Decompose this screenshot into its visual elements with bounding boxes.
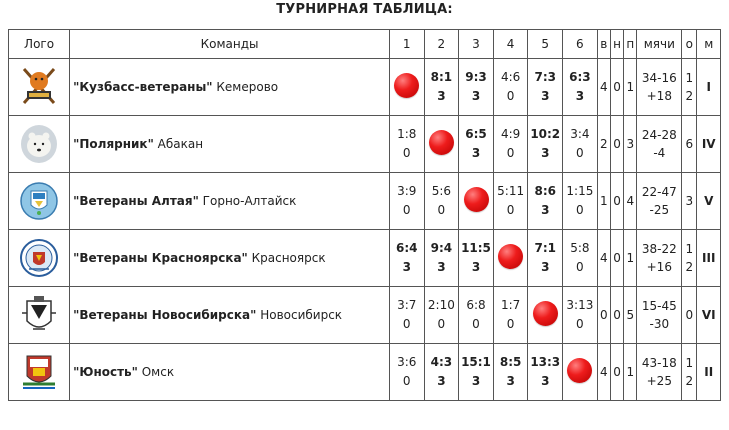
score-cell <box>528 116 563 173</box>
score: 6:5 <box>465 127 487 141</box>
score-cell <box>424 287 459 344</box>
header-points: о <box>682 30 697 59</box>
goals-cell <box>637 116 682 173</box>
score-points: 3 <box>541 146 550 160</box>
score-points: 3 <box>437 89 446 103</box>
score: 1:7 <box>500 298 521 312</box>
table-row <box>9 116 721 173</box>
points-part: 3 <box>685 194 694 208</box>
goals-for-against: 24-28 <box>641 128 677 142</box>
goals-for-against: 43-18 <box>641 356 677 370</box>
score-cell <box>493 344 528 401</box>
table-row <box>9 344 721 401</box>
standings-table <box>8 29 721 401</box>
header-col-5: 5 <box>528 30 563 59</box>
score-cell <box>563 230 598 287</box>
team-cell <box>70 344 390 401</box>
points-cell <box>682 173 697 230</box>
points-part: 2 <box>685 374 694 388</box>
score-cell <box>563 173 598 230</box>
header-place: м <box>697 30 721 59</box>
team-city: Омск <box>141 365 175 379</box>
losses-cell: 1 <box>624 59 637 116</box>
goals-cell <box>637 173 682 230</box>
header-col-3: 3 <box>459 30 494 59</box>
polar-bear-logo-icon <box>19 122 59 166</box>
team-name: "Кузбасс-ветераны" <box>73 80 213 94</box>
score-points: 0 <box>402 374 411 388</box>
score-cell <box>493 59 528 116</box>
score: 3:13 <box>566 298 594 312</box>
red-ball-icon <box>464 187 489 212</box>
score-cell <box>493 287 528 344</box>
score: 5:8 <box>570 241 590 255</box>
team-city: Красноярск <box>251 251 326 265</box>
wins-cell: 4 <box>597 344 610 401</box>
score: 4:3 <box>430 355 453 369</box>
points-part: 1 <box>685 242 694 256</box>
losses-cell: 1 <box>624 230 637 287</box>
wins-cell: 4 <box>597 59 610 116</box>
altai-emblem-icon <box>19 179 59 223</box>
score-cell <box>389 230 424 287</box>
score-cell <box>389 173 424 230</box>
draws-cell: 0 <box>610 173 623 230</box>
place-cell: VI <box>697 287 721 344</box>
score: 9:4 <box>430 241 453 255</box>
score-cell <box>528 344 563 401</box>
score-cell <box>459 116 494 173</box>
table-row <box>9 59 721 116</box>
team-cell <box>70 59 390 116</box>
draws-cell: 0 <box>610 230 623 287</box>
place-cell: I <box>697 59 721 116</box>
score-points: 0 <box>506 317 515 331</box>
score-points: 3 <box>471 374 481 388</box>
logo-cell <box>9 116 70 173</box>
logo-cell <box>9 173 70 230</box>
points-cell <box>682 59 697 116</box>
score-points: 3 <box>506 374 515 388</box>
header-row <box>9 30 721 59</box>
score-cell <box>424 59 459 116</box>
header-logo: Лого <box>9 30 70 59</box>
losses-cell: 1 <box>624 344 637 401</box>
score-cell <box>424 344 459 401</box>
score: 3:7 <box>397 298 417 312</box>
score: 6:8 <box>466 298 486 312</box>
red-ball-icon <box>533 301 558 326</box>
table-row <box>9 173 721 230</box>
draws-cell: 0 <box>610 287 623 344</box>
wins-cell: 2 <box>597 116 610 173</box>
score-points: 0 <box>506 89 515 103</box>
goals-for-against: 15-45 <box>641 299 677 313</box>
header-goals: мячи <box>637 30 682 59</box>
goal-difference: -25 <box>649 203 670 217</box>
score-cell <box>459 344 494 401</box>
points-part: 6 <box>685 137 694 151</box>
score: 6:3 <box>569 70 591 84</box>
goals-for-against: 22-47 <box>641 185 677 199</box>
table-row <box>9 230 721 287</box>
header-teams: Команды <box>70 30 390 59</box>
score-points: 3 <box>541 374 550 388</box>
score-points: 0 <box>402 317 411 331</box>
score: 5:11 <box>497 184 525 198</box>
score-points: 3 <box>541 89 550 103</box>
score-cell-self <box>563 344 598 401</box>
score-cell <box>459 287 494 344</box>
wins-cell: 0 <box>597 287 610 344</box>
goal-difference: +18 <box>646 89 672 103</box>
points-part: 2 <box>685 89 694 103</box>
score: 9:3 <box>465 70 487 84</box>
points-cell <box>682 344 697 401</box>
score: 3:6 <box>397 355 417 369</box>
score-cell-self <box>493 230 528 287</box>
score-cell <box>528 173 563 230</box>
points-part: 1 <box>685 71 694 85</box>
header-wins: в <box>597 30 610 59</box>
score-cell <box>493 173 528 230</box>
score-cell-self <box>424 116 459 173</box>
goals-cell <box>637 287 682 344</box>
team-name: "Ветераны Красноярска" <box>73 251 248 265</box>
score-cell <box>389 344 424 401</box>
score-cell <box>563 59 598 116</box>
score-cell-self <box>389 59 424 116</box>
score: 7:1 <box>534 241 556 255</box>
points-cell <box>682 287 697 344</box>
score-cell <box>389 287 424 344</box>
goals-cell <box>637 59 682 116</box>
logo-cell <box>9 287 70 344</box>
score: 3:9 <box>397 184 417 198</box>
goal-difference: -4 <box>653 146 666 160</box>
losses-cell: 5 <box>624 287 637 344</box>
score-points: 0 <box>506 203 515 217</box>
score-points: 3 <box>437 260 446 274</box>
goals-cell <box>637 230 682 287</box>
team-cell <box>70 287 390 344</box>
header-col-2: 2 <box>424 30 459 59</box>
points-part: 0 <box>685 308 694 322</box>
points-cell <box>682 230 697 287</box>
losses-cell: 4 <box>624 173 637 230</box>
score: 5:6 <box>431 184 452 198</box>
draws-cell: 0 <box>610 344 623 401</box>
header-col-4: 4 <box>493 30 528 59</box>
team-cell <box>70 116 390 173</box>
wins-cell: 4 <box>597 230 610 287</box>
krasnoyarsk-emblem-icon <box>19 236 59 280</box>
goal-difference: -30 <box>649 317 670 331</box>
logo-cell <box>9 230 70 287</box>
goals-for-against: 34-16 <box>641 71 677 85</box>
score-points: 3 <box>471 146 481 160</box>
draws-cell: 0 <box>610 59 623 116</box>
score-points: 3 <box>541 260 550 274</box>
logo-cell <box>9 59 70 116</box>
red-ball-icon <box>567 358 592 383</box>
score-points: 0 <box>437 317 446 331</box>
score: 7:3 <box>534 70 556 84</box>
points-cell <box>682 116 697 173</box>
goals-for-against: 38-22 <box>641 242 677 256</box>
team-name: "Полярник" <box>73 137 154 151</box>
points-part: 1 <box>685 356 694 370</box>
team-city: Горно-Алтайск <box>202 194 297 208</box>
score: 15:1 <box>461 355 491 369</box>
score: 2:10 <box>427 298 455 312</box>
score-points: 3 <box>437 374 446 388</box>
table-row <box>9 287 721 344</box>
score-points: 3 <box>402 260 411 274</box>
header-col-1: 1 <box>389 30 424 59</box>
score-points: 0 <box>402 203 411 217</box>
red-ball-icon <box>498 244 523 269</box>
draws-cell: 0 <box>610 116 623 173</box>
score-cell <box>528 230 563 287</box>
score-points: 0 <box>506 146 515 160</box>
score: 8:5 <box>499 355 522 369</box>
score: 6:4 <box>396 241 418 255</box>
red-ball-icon <box>394 73 419 98</box>
goal-difference: +16 <box>646 260 672 274</box>
novosibirsk-coat-of-arms-icon <box>19 293 59 337</box>
place-cell: V <box>697 173 721 230</box>
place-cell: II <box>697 344 721 401</box>
score: 10:2 <box>530 127 561 141</box>
kuzbass-logo-icon <box>19 65 59 109</box>
place-cell: IV <box>697 116 721 173</box>
score: 4:6 <box>500 70 521 84</box>
header-draws: н <box>610 30 623 59</box>
team-city: Кемерово <box>216 80 279 94</box>
score: 8:6 <box>534 184 556 198</box>
team-name: "Юность" <box>73 365 138 379</box>
score: 13:3 <box>530 355 561 369</box>
score-points: 3 <box>575 89 585 103</box>
score-cell <box>563 287 598 344</box>
wins-cell: 1 <box>597 173 610 230</box>
score-cell-self <box>528 287 563 344</box>
omsk-coat-of-arms-icon <box>19 350 59 394</box>
score: 3:4 <box>570 127 590 141</box>
score-points: 3 <box>541 203 550 217</box>
goal-difference: +25 <box>646 374 672 388</box>
score-cell <box>563 116 598 173</box>
score: 1:15 <box>566 184 594 198</box>
score-cell <box>459 59 494 116</box>
score: 1:8 <box>397 127 417 141</box>
score-points: 0 <box>402 146 411 160</box>
place-cell: III <box>697 230 721 287</box>
team-name: "Ветераны Новосибирска" <box>73 308 257 322</box>
score-points: 3 <box>471 260 481 274</box>
points-part: 2 <box>685 260 694 274</box>
score-cell <box>389 116 424 173</box>
score-cell <box>528 59 563 116</box>
score: 11:5 <box>461 241 491 255</box>
team-city: Абакан <box>157 137 204 151</box>
page-title: ТУРНИРНАЯ ТАБЛИЦА: <box>276 2 453 17</box>
score-cell <box>424 173 459 230</box>
header-losses: п <box>624 30 637 59</box>
score: 8:1 <box>430 70 453 84</box>
score-points: 0 <box>437 203 446 217</box>
score-points: 3 <box>471 89 481 103</box>
red-ball-icon <box>429 130 454 155</box>
score-points: 0 <box>576 146 584 160</box>
team-city: Новосибирск <box>260 308 343 322</box>
score-cell-self <box>459 173 494 230</box>
header-col-6: 6 <box>563 30 598 59</box>
score-points: 0 <box>472 317 480 331</box>
score-cell <box>493 116 528 173</box>
score-points: 0 <box>576 260 584 274</box>
score-cell <box>459 230 494 287</box>
score-points: 0 <box>576 203 584 217</box>
losses-cell: 3 <box>624 116 637 173</box>
team-cell <box>70 173 390 230</box>
goals-cell <box>637 344 682 401</box>
team-cell <box>70 230 390 287</box>
logo-cell <box>9 344 70 401</box>
score-cell <box>424 230 459 287</box>
score: 4:9 <box>500 127 521 141</box>
score-points: 0 <box>576 317 584 331</box>
team-name: "Ветераны Алтая" <box>73 194 199 208</box>
